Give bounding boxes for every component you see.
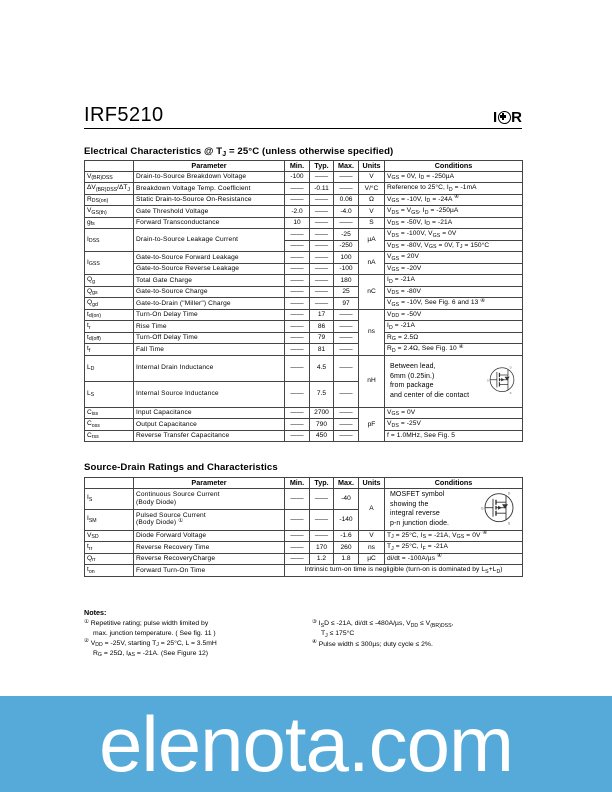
row-parameter: Total Gate Charge (134, 275, 285, 287)
parameter-line: Forward Turn-On Time (136, 566, 206, 574)
row-min: -100 (285, 171, 310, 183)
col-conditions: Conditions (385, 478, 523, 489)
parameter-line: Reverse RecoveryCharge (136, 555, 216, 563)
condition-line: p-n junction diode. (390, 519, 450, 527)
row-symbol: $I_{DSS}$ (85, 229, 134, 252)
note-line: ③ $I_SD \le -21A$, di/dt ≤ -480A/µs, $V_{DD} \le V_{(BR)DSS}$, (312, 618, 454, 629)
row-min: —— (285, 263, 310, 275)
table-header-row (85, 161, 523, 172)
condition-line: integral reverse (390, 510, 440, 518)
row-typ: 790 (310, 419, 334, 431)
row-units: µA (359, 229, 385, 252)
row-parameter: Gate-to-Drain ("Miller") Charge (134, 298, 285, 310)
parameter-line: (Body Diode) (136, 498, 177, 506)
row-symbol: $I_{SM}$ (85, 509, 134, 530)
row-max: 1.8 (334, 553, 359, 565)
row-min: —— (285, 553, 310, 565)
row-typ: —— (310, 206, 334, 218)
row-typ: 4.5 (310, 355, 334, 381)
row-conditions: $V_{GS} = -20V$ (385, 263, 523, 275)
row-max: —— (334, 309, 359, 321)
row-min: —— (285, 430, 310, 442)
row-symbol: $Q_g$ (85, 275, 134, 287)
row-max: —— (334, 344, 359, 356)
row-parameter (134, 509, 285, 530)
row-parameter: Output Capacitance (134, 419, 285, 431)
inductance-note (387, 362, 478, 400)
row-symbol: $L_D$ (85, 355, 134, 381)
row-min: —— (285, 332, 310, 344)
row-min: —— (285, 229, 310, 241)
diode-note (387, 490, 474, 528)
row-conditions: $R_G = 2.5\Omega$ (385, 332, 523, 344)
row-max: 100 (334, 252, 359, 264)
row-max: —— (334, 321, 359, 333)
source-drain-table (84, 477, 523, 577)
row-min: —— (285, 286, 310, 298)
note-line: $R_G = 25\Omega$, $I_{AS} = -21A$. (See Figure 12) (93, 649, 209, 659)
col-typ: Typ. (310, 478, 334, 489)
row-parameter (134, 542, 285, 554)
row-max: -100 (334, 263, 359, 275)
electrical-characteristics-table (84, 160, 523, 442)
row-symbol: $Q_{rr}$ (85, 553, 134, 565)
row-typ: 2700 (310, 407, 334, 419)
row-max: 25 (334, 286, 359, 298)
row-conditions: $V_{DD} = -50V$ (385, 309, 523, 321)
table-row (85, 217, 523, 229)
row-max: —— (334, 171, 359, 183)
table-row (85, 252, 523, 264)
table-row (85, 183, 523, 195)
parameter-line: Continuous Source Current (136, 491, 220, 498)
row-units: V/°C (359, 183, 385, 195)
parameter-line: Pulsed Source Current (136, 511, 206, 519)
row-units: V (359, 530, 385, 542)
row-conditions: $V_{GS} = 0V$, $I_D = -250\mu A$ (385, 171, 523, 183)
parameter-line: Reverse Recovery Time (136, 543, 210, 551)
table-row (85, 553, 523, 565)
svg-text:D: D (508, 491, 511, 496)
table-row (85, 286, 523, 298)
row-units: ns (359, 309, 385, 355)
row-max: -1.6 (334, 530, 359, 542)
col-symbol (85, 161, 134, 172)
ir-logo-circle-icon (498, 111, 511, 124)
col-parameter: Parameter (134, 478, 285, 489)
row-max: —— (334, 419, 359, 431)
row-parameter: Fall Time (134, 344, 285, 356)
row-symbol: $V_{SD}$ (85, 530, 134, 542)
row-parameter: Forward Transconductance (134, 217, 285, 229)
row-parameter: Internal Source Inductance (134, 381, 285, 407)
table-row (85, 275, 523, 287)
parameter-line: Diode Forward Voltage (136, 532, 207, 540)
row-conditions: $V_{DS} = -80V$ (385, 286, 523, 298)
row-typ: —— (310, 488, 334, 509)
row-min: —— (285, 240, 310, 252)
row-symbol: $V_{(BR)DSS}$ (85, 171, 134, 183)
condition-line: showing the (390, 500, 429, 508)
notes-section (84, 608, 524, 659)
row-symbol: $t_{on}$ (85, 565, 134, 577)
row-min: —— (285, 419, 310, 431)
row-units: Ω (359, 194, 385, 206)
row-conditions: f = 1.0MHz, See Fig. 5 (385, 430, 523, 442)
row-min: —— (285, 542, 310, 554)
table-row (85, 419, 523, 431)
row-parameter: Turn-Off Delay Time (134, 332, 285, 344)
row-conditions: $V_{GS} = 0V$ (385, 407, 523, 419)
row-typ: 81 (310, 344, 334, 356)
row-conditions: $R_D = 2.4\Omega$, See Fig. 10 ④ (385, 344, 523, 356)
row-parameter (134, 488, 285, 509)
row-symbol: $R_{DS(on)}$ (85, 194, 134, 206)
row-min: —— (285, 381, 310, 407)
row-min: 10 (285, 217, 310, 229)
row-symbol: $I_S$ (85, 488, 134, 509)
table-header-row (85, 478, 523, 489)
row-typ: 450 (310, 430, 334, 442)
condition-line: Between lead, (390, 363, 436, 371)
row-conditions: $V_{GS} = 20V$ (385, 252, 523, 264)
table-row (85, 530, 523, 542)
electrical-characteristics-title (84, 146, 393, 157)
row-parameter (134, 553, 285, 565)
row-parameter: Drain-to-Source Breakdown Voltage (134, 171, 285, 183)
elec-title-post: = 25°C (unless otherwise specified) (226, 146, 394, 157)
row-units: S (359, 217, 385, 229)
row-conditions (385, 488, 523, 530)
watermark-text: elenota.com (99, 699, 513, 788)
row-min: —— (285, 183, 310, 195)
col-units: Units (359, 478, 385, 489)
svg-text:G: G (481, 506, 484, 511)
row-symbol: $t_f$ (85, 344, 134, 356)
row-typ: 86 (310, 321, 334, 333)
table-row (85, 298, 523, 310)
row-symbol: $t_{d(on)}$ (85, 309, 134, 321)
row-units: nA (359, 252, 385, 275)
row-parameter: Rise Time (134, 321, 285, 333)
row-symbol: $t_r$ (85, 321, 134, 333)
col-conditions: Conditions (385, 161, 523, 172)
svg-text:G: G (486, 379, 489, 383)
row-typ: 170 (310, 542, 334, 554)
row-symbol: $Q_{gd}$ (85, 298, 134, 310)
col-max: Max. (334, 161, 359, 172)
table-row (85, 263, 523, 275)
row-max: —— (334, 332, 359, 344)
row-min: —— (285, 252, 310, 264)
row-min: —— (285, 344, 310, 356)
row-parameter: Breakdown Voltage Temp. Coefficient (134, 183, 285, 195)
table-row (85, 430, 523, 442)
row-conditions: $V_{DS} = -80V$, $V_{GS} = 0V$, $T_J = 150^\circ C$ (385, 240, 523, 252)
table-row (85, 407, 523, 419)
row-symbol: $t_{d(off)}$ (85, 332, 134, 344)
row-conditions: $V_{GS} = -10V$, $I_D = -24A$ ④ (385, 194, 523, 206)
row-min: —— (285, 194, 310, 206)
note-line: ① Repetitive rating; pulse width limited by (84, 618, 209, 628)
col-max: Max. (334, 478, 359, 489)
row-max: —— (334, 217, 359, 229)
row-typ: —— (310, 240, 334, 252)
row-symbol: $C_{oss}$ (85, 419, 134, 431)
table-row (85, 171, 523, 183)
svg-text:D: D (509, 366, 512, 370)
row-conditions: $V_{DS} = -50V$, $I_D = -21A$ (385, 217, 523, 229)
row-max: —— (334, 355, 359, 381)
table-row (85, 309, 523, 321)
table-row (85, 229, 523, 241)
row-conditions: $T_J = 25^\circ C$, $I_F = -21A$ (385, 542, 523, 554)
row-conditions: $I_D = -21A$ (385, 321, 523, 333)
row-typ: —— (310, 275, 334, 287)
row-units: nH (359, 355, 385, 407)
mosfet-symbol-icon (479, 488, 519, 531)
col-min: Min. (285, 478, 310, 489)
row-min: —— (285, 309, 310, 321)
row-conditions: Reference to 25°C, $I_D = -1mA$ (385, 183, 523, 195)
row-parameter: Static Drain-to-Source On-Resistance (134, 194, 285, 206)
page-header (84, 104, 522, 129)
row-parameter: Gate-to-Source Reverse Leakage (134, 263, 285, 275)
header-divider (84, 128, 522, 129)
part-number: IRF5210 (84, 104, 164, 126)
condition-line: and center of die contact (390, 391, 470, 399)
notes-column-1 (84, 619, 312, 659)
row-symbol: $L_S$ (85, 381, 134, 407)
row-symbol: $t_{rr}$ (85, 542, 134, 554)
row-min: —— (285, 275, 310, 287)
row-max: -250 (334, 240, 359, 252)
row-min: —— (285, 355, 310, 381)
source-drain-title: Source-Drain Ratings and Characteristics (84, 462, 278, 473)
col-parameter: Parameter (134, 161, 285, 172)
col-typ: Typ. (310, 161, 334, 172)
table-row (85, 355, 523, 381)
elec-title-pre: Electrical Characteristics @ T (84, 146, 223, 157)
notes-column-2 (312, 619, 524, 659)
col-min: Min. (285, 161, 310, 172)
row-conditions: $V_{GS} = -10V$, See Fig. 6 and 13 ④ (385, 298, 523, 310)
row-units: V (359, 171, 385, 183)
row-units: V (359, 206, 385, 218)
elec-title-sub: J (222, 150, 227, 158)
row-typ: 79 (310, 332, 334, 344)
row-parameter: Drain-to-Source Leakage Current (134, 229, 285, 252)
row-max: 97 (334, 298, 359, 310)
notes-title: Notes: (84, 608, 107, 617)
note-line: ④ Pulse width ≤ 300µs; duty cycle ≤ 2%. (312, 639, 433, 648)
row-typ: —— (310, 286, 334, 298)
row-symbol: $Q_{gs}$ (85, 286, 134, 298)
ir-logo-r: R (511, 109, 522, 126)
row-units: µC (359, 553, 385, 565)
row-min: —— (285, 321, 310, 333)
row-typ: —— (310, 509, 334, 530)
row-typ: -0.11 (310, 183, 334, 195)
row-min: —— (285, 509, 310, 530)
ir-logo-i: I (492, 109, 498, 126)
row-min: —— (285, 530, 310, 542)
mosfet-symbol-icon (485, 363, 519, 400)
row-typ: 1.2 (310, 553, 334, 565)
condition-line: from package (390, 382, 434, 390)
row-parameter: Gate-to-Source Forward Leakage (134, 252, 285, 264)
row-max: 260 (334, 542, 359, 554)
table-row (85, 321, 523, 333)
row-parameter: Reverse Transfer Capacitance (134, 430, 285, 442)
condition-line: 6mm (0.25in.) (390, 372, 435, 380)
parameter-line: (Body Diode) ① (136, 517, 184, 527)
row-conditions: $V_{DS} = -25V$ (385, 419, 523, 431)
row-typ: —— (310, 298, 334, 310)
row-min: -2.0 (285, 206, 310, 218)
row-max: —— (334, 183, 359, 195)
row-symbol: $C_{iss}$ (85, 407, 134, 419)
row-max: -140 (334, 509, 359, 530)
row-max: -40 (334, 488, 359, 509)
note-line: ② $V_{DD} = -25V$, starting $T_J = 25^\circ C$, L = 3.5mH (84, 638, 217, 649)
table-row (85, 565, 523, 577)
row-parameter (134, 530, 285, 542)
row-min: —— (285, 488, 310, 509)
table-row (85, 488, 523, 509)
row-conditions: $T_J = 25^\circ C$, $I_S = -21A$, $V_{GS} = 0V$ ④ (385, 530, 523, 542)
row-max: —— (334, 407, 359, 419)
row-parameter: Turn-On Delay Time (134, 309, 285, 321)
row-parameter: Gate Threshold Voltage (134, 206, 285, 218)
table-row (85, 332, 523, 344)
row-symbol: $g_{fs}$ (85, 217, 134, 229)
row-parameter: Internal Drain Inductance (134, 355, 285, 381)
row-conditions: $I_D = -21A$ (385, 275, 523, 287)
row-conditions (385, 355, 523, 407)
row-conditions: di/dt = -100A/µs ④ (385, 553, 523, 565)
ir-logo (493, 110, 522, 126)
table-row (85, 194, 523, 206)
table-row (85, 542, 523, 554)
svg-text:S: S (508, 521, 511, 526)
row-symbol: $V_{GS(th)}$ (85, 206, 134, 218)
row-typ: —— (310, 252, 334, 264)
row-symbol: $C_{rss}$ (85, 430, 134, 442)
row-typ: —— (310, 217, 334, 229)
row-units: A (359, 488, 385, 530)
col-units: Units (359, 161, 385, 172)
table-row (85, 206, 523, 218)
row-max: 0.06 (334, 194, 359, 206)
row-typ: —— (310, 263, 334, 275)
table-row (85, 344, 523, 356)
note-line: max. junction temperature. ( See fig. 11 ) (93, 630, 216, 638)
row-max: -25 (334, 229, 359, 241)
row-units: nC (359, 275, 385, 310)
row-symbol: $I_{GSS}$ (85, 252, 134, 275)
row-conditions: $V_{DS} = V_{GS}$, $I_D = -250\mu A$ (385, 206, 523, 218)
row-typ: —— (310, 229, 334, 241)
col-symbol (85, 478, 134, 489)
row-parameter: Input Capacitance (134, 407, 285, 419)
row-typ: 7.5 (310, 381, 334, 407)
row-typ: —— (310, 171, 334, 183)
row-max: —— (334, 381, 359, 407)
row-min: —— (285, 407, 310, 419)
row-max: —— (334, 430, 359, 442)
row-units: ns (359, 542, 385, 554)
row-max: 180 (334, 275, 359, 287)
note-line: $T_J \le 175^\circ C$ (321, 630, 355, 639)
row-min: —— (285, 298, 310, 310)
svg-text:S: S (509, 392, 512, 396)
row-typ: —— (310, 530, 334, 542)
row-parameter: Gate-to-Source Charge (134, 286, 285, 298)
row-conditions: $V_{DS} = -100V$, $V_{GS} = 0V$ (385, 229, 523, 241)
row-symbol: $\Delta V_{(BR)DSS}/\Delta T_J$ (85, 183, 134, 195)
row-units: pF (359, 407, 385, 442)
row-conditions: Intrinsic turn-on time is negligible (turn-on is dominated by $L_S+L_D$) (285, 565, 523, 577)
condition-line: MOSFET symbol (390, 491, 445, 499)
row-parameter (134, 565, 285, 577)
row-typ: —— (310, 194, 334, 206)
row-max: -4.0 (334, 206, 359, 218)
row-typ: 17 (310, 309, 334, 321)
